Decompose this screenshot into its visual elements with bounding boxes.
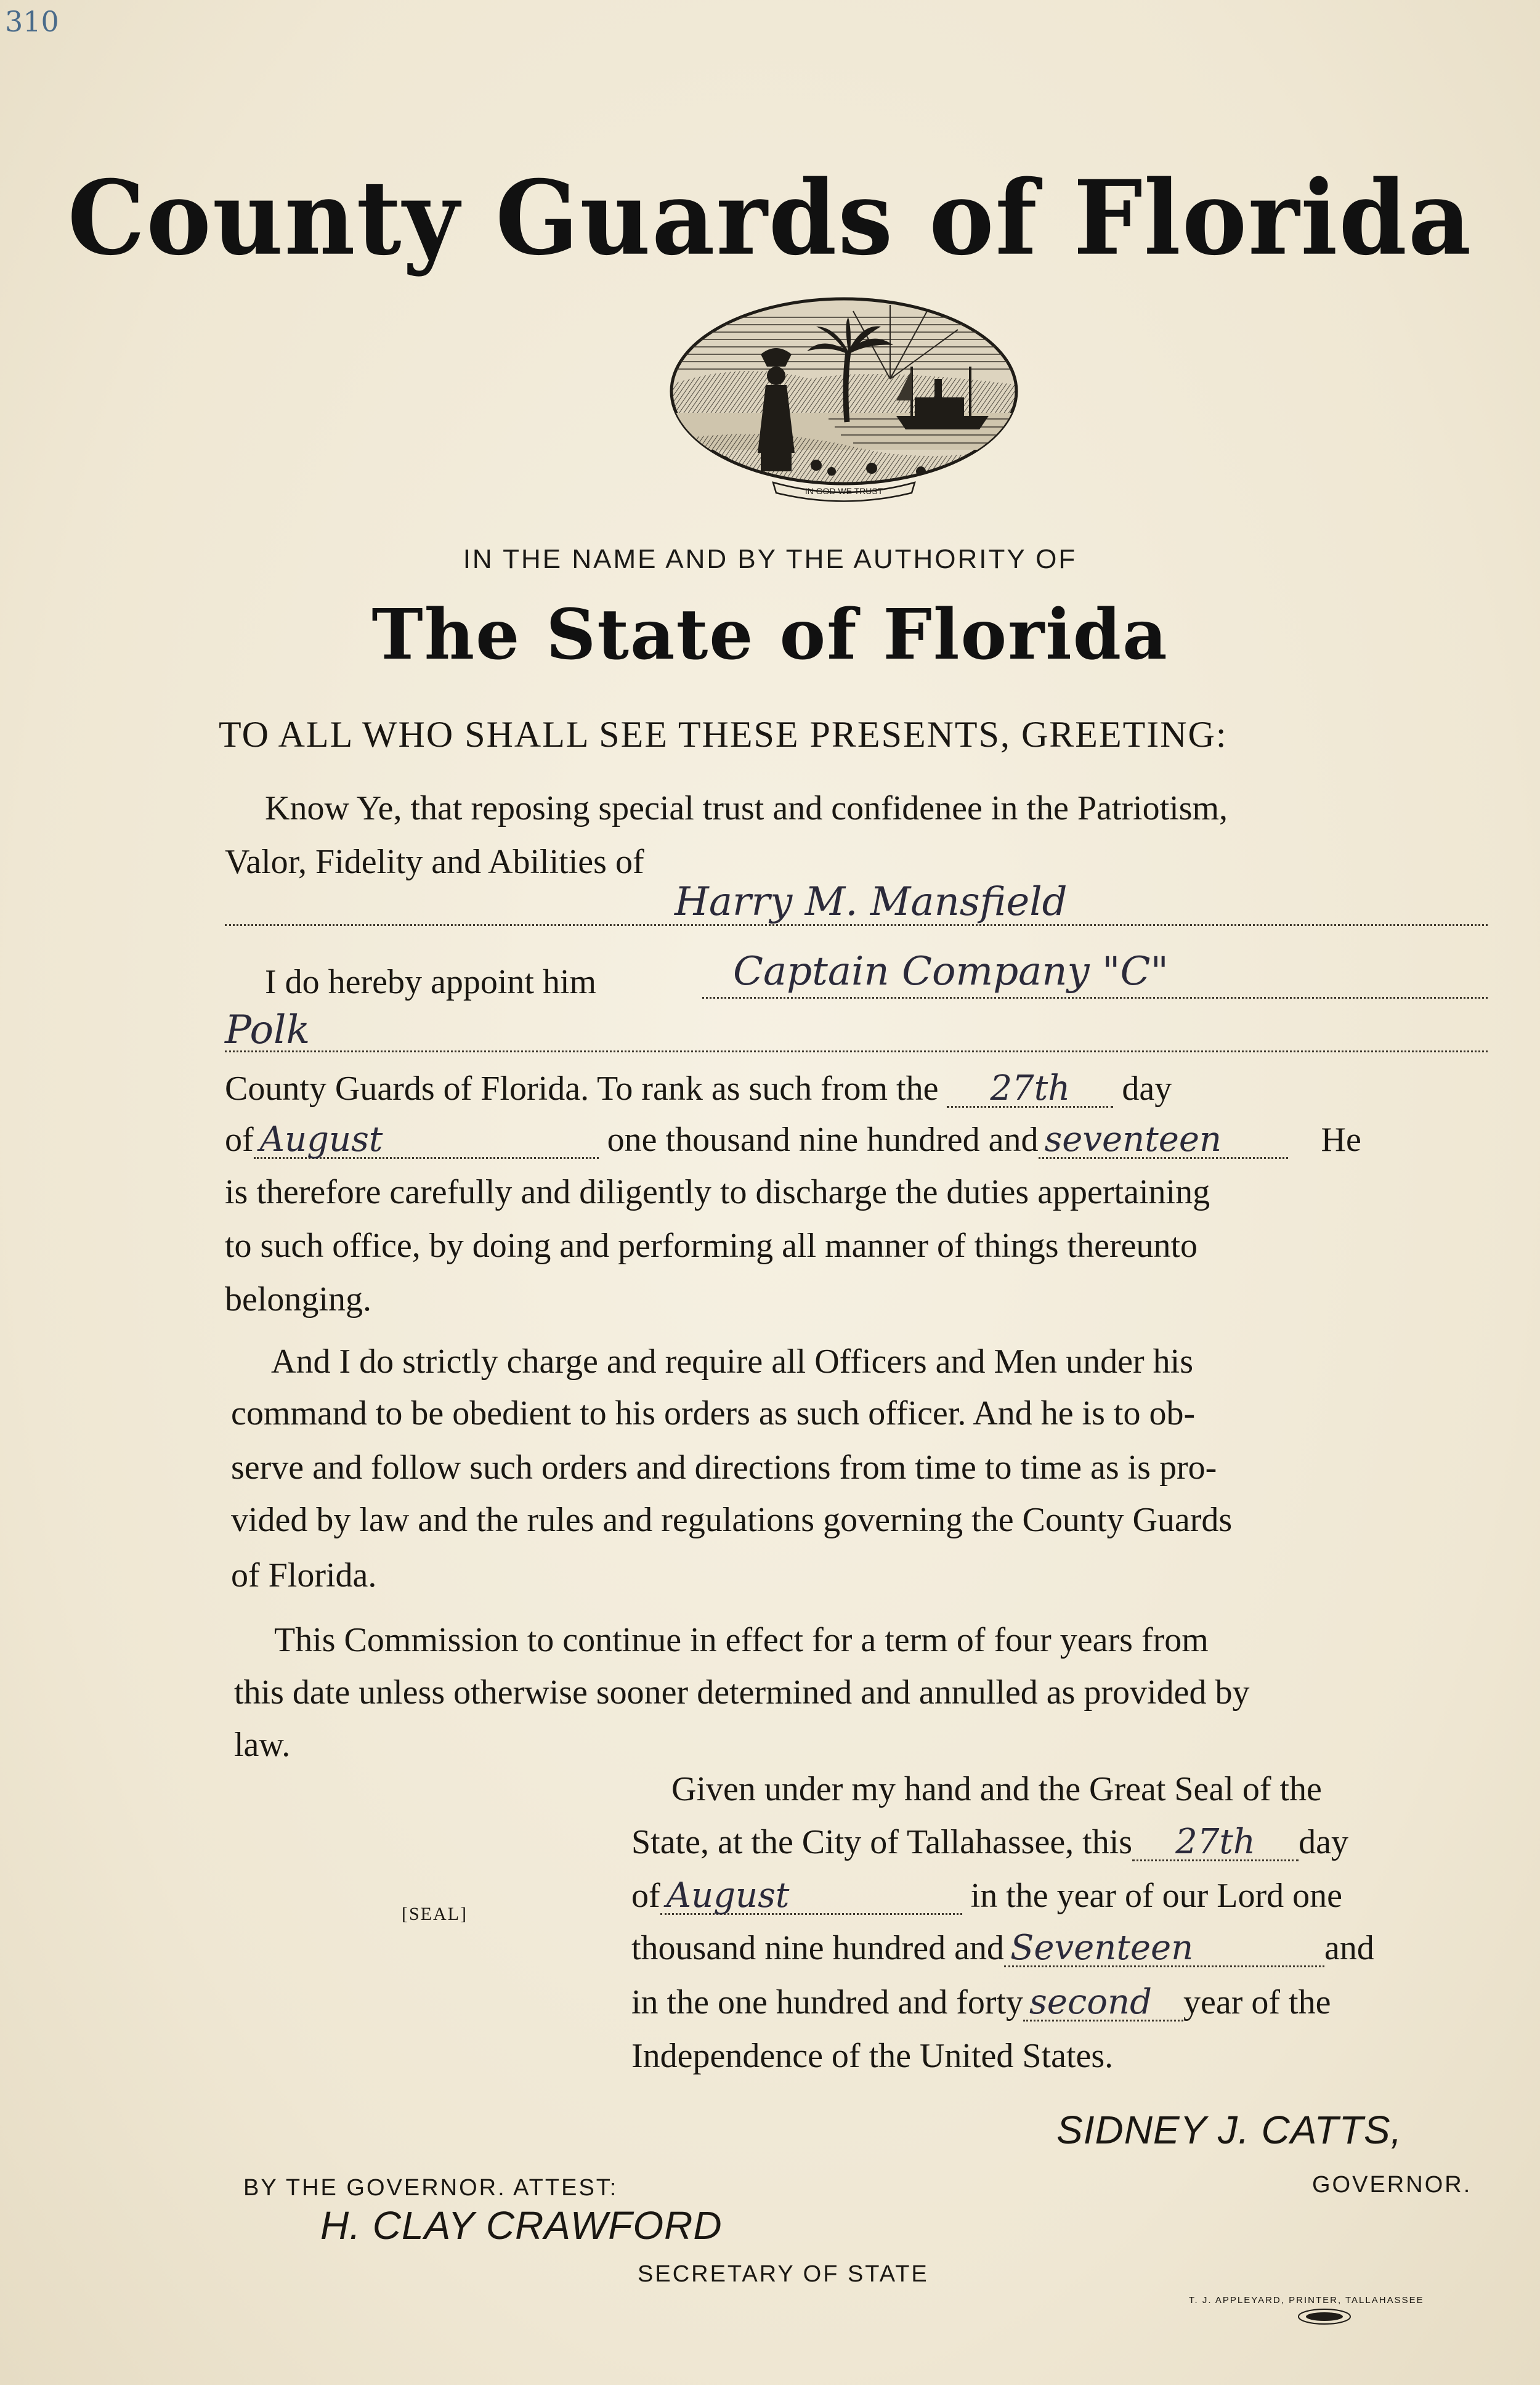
document-title: County Guards of Florida <box>67 158 1473 278</box>
rank-field: Captain Company "C" <box>733 949 1169 994</box>
para1-line5: is therefore carefully and diligently to discharge the duties appertaining <box>225 1173 1210 1211</box>
state-seal-icon <box>668 293 1019 505</box>
given-day-suffix: day <box>1299 1823 1348 1861</box>
rank-year-field: seventeen <box>1039 1123 1288 1159</box>
para2-line2: command to be obedient to his orders as such officer. And he is to ob- <box>231 1394 1196 1432</box>
secretary-title: SECRETARY OF STATE <box>638 2261 929 2287</box>
county-field: Polk <box>225 1007 310 1053</box>
governor-name: SIDNEY J. CATTS, <box>1056 2108 1403 2152</box>
given-month-text: in the year of our Lord one <box>970 1877 1342 1915</box>
rank-day-field: 27th <box>947 1071 1113 1108</box>
independence-text: in the one hundred and forty <box>631 1983 1024 2021</box>
month-prefix: of <box>225 1121 254 1159</box>
seal-motto: IN GOD WE TRUST <box>804 486 883 496</box>
county-line <box>225 1050 1488 1052</box>
para1-line6: to such office, by doing and performing all manner of things thereunto <box>225 1227 1198 1265</box>
rank-day-suffix: day <box>1122 1070 1172 1108</box>
rank-line <box>702 997 1488 999</box>
secretary-name: H. CLAY CRAWFORD <box>320 2203 723 2248</box>
given-line2 <box>631 1822 1348 1862</box>
appoint-prefix: I do hereby appoint him <box>265 963 597 1001</box>
para2-line3: serve and follow such orders and directions from time to time as is pro- <box>231 1448 1217 1487</box>
given-city-text: State, at the City of Tallahassee, this <box>631 1823 1133 1861</box>
authority-line: IN THE NAME AND BY THE AUTHORITY OF <box>463 544 1077 574</box>
printer-imprint: T. J. APPLEYARD, PRINTER, TALLAHASSEE <box>1189 2295 1424 2306</box>
given-line6: Independence of the United States. <box>631 2037 1114 2075</box>
para2-line5: of Florida. <box>231 1556 377 1595</box>
given-year-text: thousand nine hundred and <box>631 1929 1004 1967</box>
governor-title: GOVERNOR. <box>1312 2172 1472 2198</box>
given-line5 <box>631 1983 1331 2022</box>
seal-label: [SEAL] <box>402 1904 468 1924</box>
union-label-icon <box>1297 2307 1352 2326</box>
attest-label: BY THE GOVERNOR. ATTEST: <box>243 2175 618 2201</box>
given-month-field: August <box>660 1879 962 1915</box>
month-suffix: He <box>1321 1121 1361 1159</box>
rank-line-text: County Guards of Florida. To rank as such from the <box>225 1070 939 1108</box>
para1-month-line <box>225 1120 1361 1160</box>
month-text: one thousand nine hundred and <box>607 1121 1039 1159</box>
independence-field: second <box>1023 1985 1183 2021</box>
para1-line2: Valor, Fidelity and Abilities of <box>225 843 644 881</box>
state-title: The State of Florida <box>371 595 1169 675</box>
given-year-field: Seventeen <box>1004 1931 1324 1967</box>
given-month-prefix: of <box>631 1877 660 1915</box>
para1-line1: Know Ye, that reposing special trust and confidenee in the Patriotism, <box>265 789 1228 827</box>
given-year-suffix: and <box>1324 1929 1374 1967</box>
given-line3 <box>631 1876 1342 1916</box>
independence-suffix: year of the <box>1183 1983 1331 2021</box>
para1-rank-line <box>225 1069 1172 1108</box>
given-line1: Given under my hand and the Great Seal of the <box>671 1770 1322 1808</box>
appointee-name-field: Harry M. Mansfield <box>675 879 1068 925</box>
page-number: 310 <box>5 5 59 38</box>
greeting: TO ALL WHO SHALL SEE THESE PRESENTS, GREETING: <box>219 714 1228 755</box>
para3-line3: law. <box>234 1726 291 1764</box>
para2-line4: vided by law and the rules and regulations governing the County Guards <box>231 1501 1233 1539</box>
given-line4 <box>631 1928 1374 1968</box>
para3-line1: This Commission to continue in effect for a term of four years from <box>274 1621 1209 1659</box>
given-day-field: 27th <box>1132 1825 1299 1861</box>
para2-line1: And I do strictly charge and require all Officers and Men under his <box>271 1343 1194 1381</box>
para3-line2: this date unless otherwise sooner determined and annulled as provided by <box>234 1673 1250 1712</box>
para1-line7: belonging. <box>225 1280 371 1318</box>
rank-month-field: August <box>254 1123 599 1159</box>
